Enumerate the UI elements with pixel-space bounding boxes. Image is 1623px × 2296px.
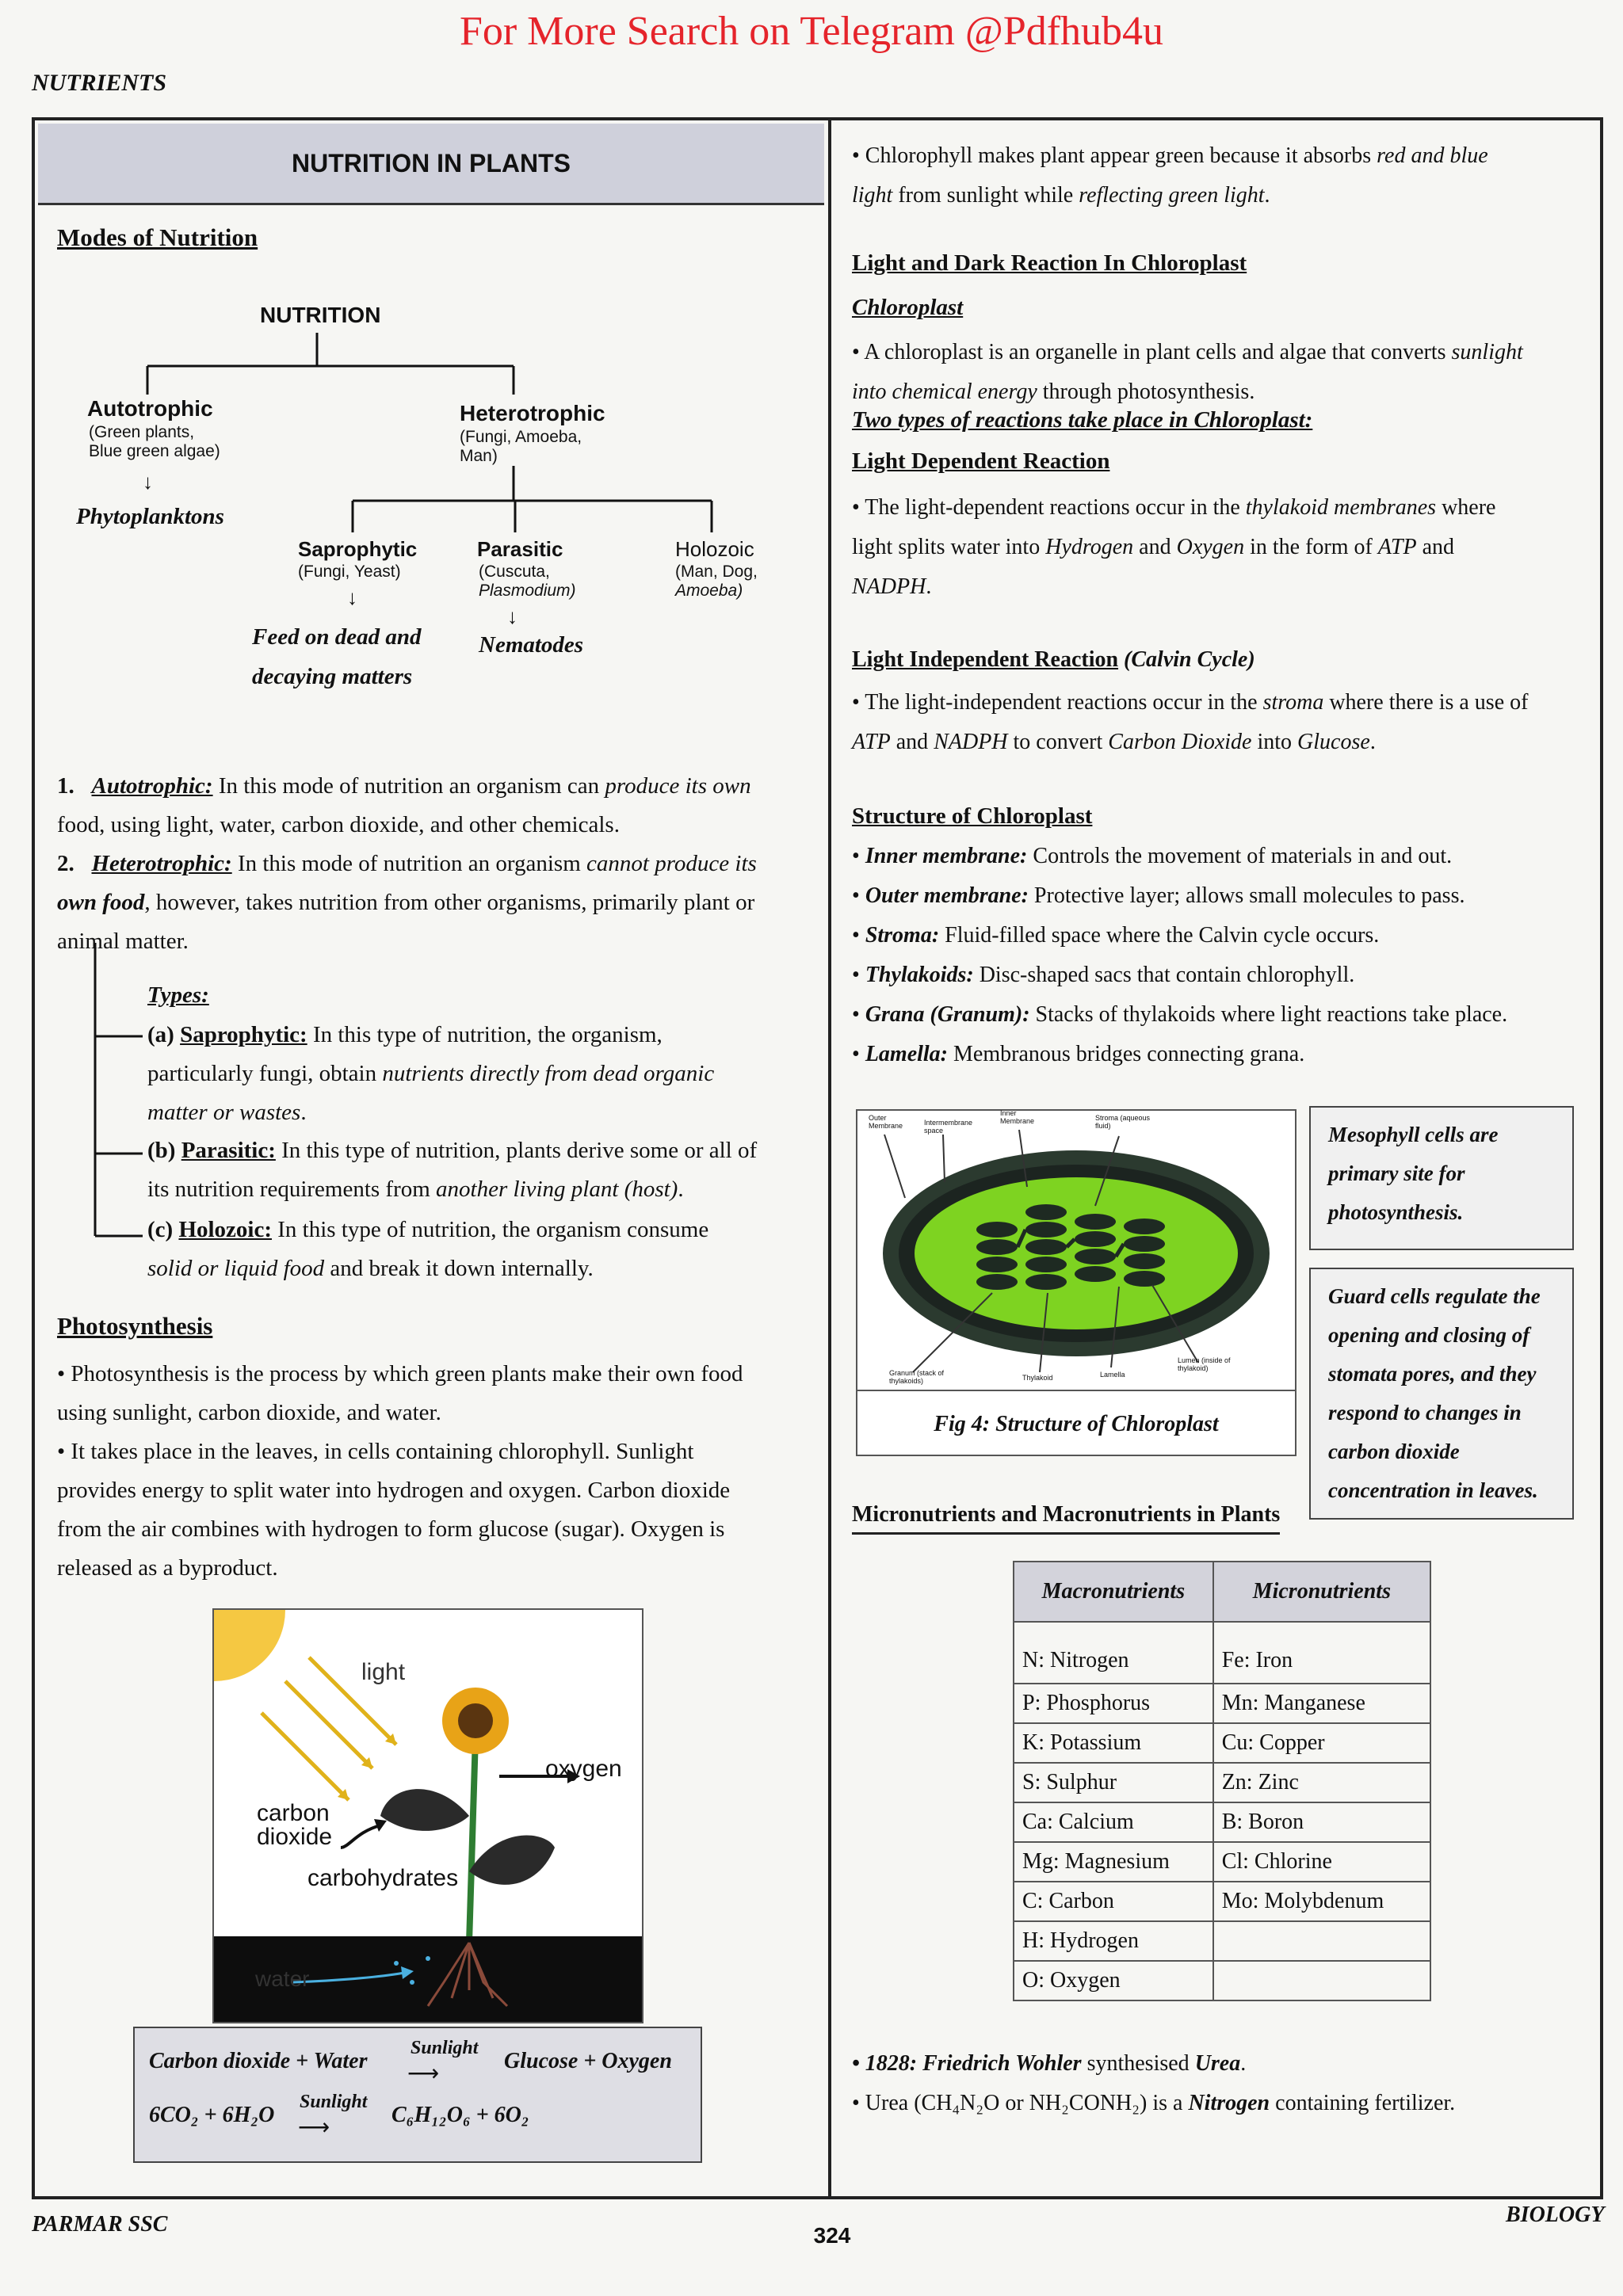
- label-carbohydrates: carbohydrates: [307, 1865, 459, 1891]
- tree-heterotrophic: Heterotrophic: [460, 401, 605, 425]
- tree-holozoic-eg2: Amoeba): [675, 582, 743, 600]
- equation-formula-left: 6CO₂ + 6H₂O: [149, 2103, 275, 2127]
- structure-item: • Outer membrane: Protective layer; allows small molecules to pass.: [852, 883, 1465, 908]
- right-arrow-icon: ⟶: [407, 2061, 440, 2086]
- table-row: P: Phosphorus Mn: Manganese: [1014, 1684, 1430, 1723]
- chlorophyll-text: • Chlorophyll makes plant appear green because it absorbs red and blue light from sunlight while reflecting green light.: [852, 143, 1488, 208]
- tree-parasitic-eg1: (Cuscuta,: [479, 563, 550, 581]
- label-outer-membrane: Outer Membrane: [869, 1114, 903, 1130]
- label-thylakoid: Thylakoid: [1022, 1374, 1053, 1382]
- tree-holozoic-eg1: (Man, Dog,: [675, 563, 758, 581]
- tree-parasitic: Parasitic: [477, 537, 563, 561]
- light-independent-text: • The light-independent reactions occur in the stroma where there is a use of ATP and NADPH to convert Carbon Dioxide into Glucose.: [852, 690, 1529, 754]
- modes-heading: Modes of Nutrition: [57, 223, 258, 251]
- photosynthesis-figure: [212, 1608, 643, 2023]
- def-heterotrophic: 2. Heterotrophic: In this mode of nutrition an organism cannot produce its own food, however, takes nutrition from other organisms, primarily plant or animal matter.: [57, 851, 757, 954]
- table-row: O: Oxygen: [1014, 1961, 1430, 2000]
- term-heterotrophic: Heterotrophic:: [91, 851, 232, 876]
- table-row: Mg: Magnesium Cl: Chlorine: [1014, 1842, 1430, 1882]
- photosynthesis-text: • Photosynthesis is the process by which green plants make their own food using sunlight, carbon dioxide, and water. • It takes place in the leaves, in cells containing chlorophyll. Sunlight provides energy to split water into hydrogen and oxygen. Carbon dioxide from the air combines with hydrogen to form glucose (sugar). Oxygen is released as a byproduct.: [57, 1361, 743, 1581]
- label-lamella: Lamella: [1100, 1371, 1125, 1379]
- facts-list: [852, 2044, 1585, 2123]
- type-parasitic: (b) Parasitic: In this type of nutrition, plants derive some or all of its nutrition requirements from another living plant (host).: [147, 1138, 758, 1202]
- table-row: H: Hydrogen: [1014, 1921, 1430, 1961]
- down-arrow-icon: ↓: [507, 605, 517, 628]
- tree-autotrophic-eg1: (Green plants,: [89, 423, 195, 441]
- tree-autotrophic-eg2: Blue green algae): [89, 442, 220, 460]
- two-types-heading: Two types of reactions take place in Chloroplast:: [852, 407, 1313, 433]
- tree-holozoic: Holozoic: [675, 537, 754, 561]
- nutrients-heading: Micronutrients and Macronutrients in Plants: [852, 1502, 1280, 1535]
- fact-wohler: • 1828: Friedrich Wohler synthesised Urea.: [852, 2051, 1247, 2076]
- label-carbon: carbon: [257, 1800, 330, 1826]
- table-row: Ca: Calcium B: Boron: [1014, 1802, 1430, 1842]
- table-header-micro: Micronutrients: [1213, 1562, 1430, 1622]
- equation-word-left: Carbon dioxide + Water: [149, 2049, 368, 2073]
- table-row: C: Carbon Mo: Molybdenum: [1014, 1882, 1430, 1921]
- fact-urea: • Urea (CH₄N₂O or NH₂CONH₂) is a Nitrogen containing fertilizer.: [852, 2091, 1456, 2115]
- table-row: S: Sulphur Zn: Zinc: [1014, 1763, 1430, 1802]
- tree-parasitic-eg2: Plasmodium): [479, 582, 576, 600]
- down-arrow-icon: ↓: [347, 586, 357, 609]
- photosynthesis-heading: Photosynthesis: [57, 1312, 213, 1340]
- right-arrow-icon: ⟶: [298, 2115, 330, 2140]
- structure-heading: Structure of Chloroplast: [852, 803, 1093, 829]
- running-head: NUTRIENTS: [32, 70, 167, 96]
- label-stroma: Stroma (aqueous fluid): [1095, 1114, 1151, 1130]
- def-autotrophic: 1. Autotrophic: In this mode of nutrition an organism can produce its own food, using light, water, carbon dioxide, and other chemicals.: [57, 773, 751, 837]
- structure-item: • Grana (Granum): Stacks of thylakoids where light reactions take place.: [852, 1002, 1508, 1027]
- structure-item: • Thylakoids: Disc-shaped sacs that contain chlorophyll.: [852, 963, 1355, 987]
- note-mesophyll: Mesophyll cells are primary site for photosynthesis.: [1309, 1106, 1574, 1250]
- equation-formula-over: Sunlight: [300, 2092, 368, 2112]
- tree-saprophytic-eg: (Fungi, Yeast): [298, 563, 401, 581]
- tree-connectors: [0, 0, 828, 713]
- light-independent-heading: Light Independent Reaction (Calvin Cycle): [852, 647, 1255, 672]
- nutrients-table: [1013, 1561, 1431, 2001]
- type-holozoic: (c) Holozoic: In this type of nutrition, the organism consume solid or liquid food and break it down internally.: [147, 1217, 709, 1281]
- footer-left: PARMAR SSC: [32, 2212, 168, 2237]
- chloroplast-heading: Chloroplast: [852, 295, 964, 320]
- tree-autotrophic: Autotrophic: [87, 396, 213, 421]
- label-light: light: [361, 1659, 406, 1685]
- tree-saprophytic-note1: Feed on dead and: [252, 624, 422, 650]
- light-dependent-heading: Light Dependent Reaction: [852, 448, 1110, 474]
- chloroplast-diagram: [857, 1111, 1295, 1388]
- label-granum: Granum (stack of thylakoids): [889, 1369, 945, 1385]
- tree-phytoplanktons: Phytoplanktons: [76, 504, 224, 529]
- term-autotrophic: Autotrophic:: [91, 773, 213, 799]
- column-divider: [828, 117, 831, 2196]
- light-dependent-text: • The light-dependent reactions occur in the thylakoid membranes where light splits water into Hydrogen and Oxygen in the form of ATP and NADPH.: [852, 495, 1496, 599]
- section-title: NUTRITION IN PLANTS: [292, 149, 571, 177]
- tree-heterotrophic-eg1: (Fungi, Amoeba,: [460, 428, 582, 446]
- table-row: N: Nitrogen Fe: Iron: [1014, 1622, 1430, 1684]
- tree-saprophytic: Saprophytic: [298, 537, 418, 561]
- footer-right: BIOLOGY: [1506, 2203, 1605, 2227]
- label-dioxide: dioxide: [257, 1824, 333, 1850]
- figure-caption: Fig 4: Structure of Chloroplast: [934, 1412, 1219, 1436]
- table-header-macro: Macronutrients: [1014, 1562, 1213, 1622]
- tree-saprophytic-note2: decaying matters: [252, 664, 413, 689]
- structure-item: • Stroma: Fluid-filled space where the Calvin cycle occurs.: [852, 923, 1380, 948]
- equation-word-over: Sunlight: [411, 2038, 479, 2058]
- chloroplast-figure: [856, 1109, 1296, 1456]
- types-heading: Types:: [147, 982, 209, 1008]
- down-arrow-icon: ↓: [143, 471, 153, 494]
- tree-root-nutrition: NUTRITION: [260, 303, 381, 327]
- light-dark-heading: Light and Dark Reaction In Chloroplast: [852, 250, 1247, 276]
- note-guard-cells: Guard cells regulate the opening and closing of stomata pores, and they respond to changes in carbon dioxide concentration in leaves.: [1309, 1268, 1574, 1520]
- label-oxygen: oxygen: [545, 1756, 622, 1782]
- tree-heterotrophic-eg2: Man): [460, 447, 498, 465]
- equation-formula-right: C₆H₁₂O₆ + 6O₂: [391, 2103, 529, 2127]
- structure-item: • Lamella: Membranous bridges connecting grana.: [852, 1042, 1305, 1066]
- types-bracket: [87, 943, 151, 1244]
- label-water: water: [255, 1966, 310, 1991]
- label-inner-membrane: Inner Membrane: [1000, 1109, 1035, 1125]
- type-saprophytic: (a) Saprophytic: In this type of nutrition, the organism, particularly fungi, obtain nutrients directly from dead organic matter or wastes.: [147, 1022, 715, 1125]
- telegram-banner: For More Search on Telegram @Pdfhub4u: [459, 9, 1164, 54]
- structure-item: • Inner membrane: Controls the movement of materials in and out.: [852, 844, 1453, 868]
- label-lumen: Lumen (inside of thylakoid): [1178, 1356, 1231, 1372]
- chloroplast-text: • A chloroplast is an organelle in plant cells and algae that converts sunlight into chemical energy through photosynthesis.: [852, 340, 1523, 404]
- page-number: 324: [813, 2223, 851, 2248]
- label-intermembrane: Intermembrane space: [924, 1119, 973, 1135]
- tree-nematodes: Nematodes: [479, 632, 584, 658]
- equation-word-right: Glucose + Oxygen: [504, 2049, 672, 2073]
- table-row: K: Potassium Cu: Copper: [1014, 1723, 1430, 1763]
- structure-list: [852, 837, 1585, 1074]
